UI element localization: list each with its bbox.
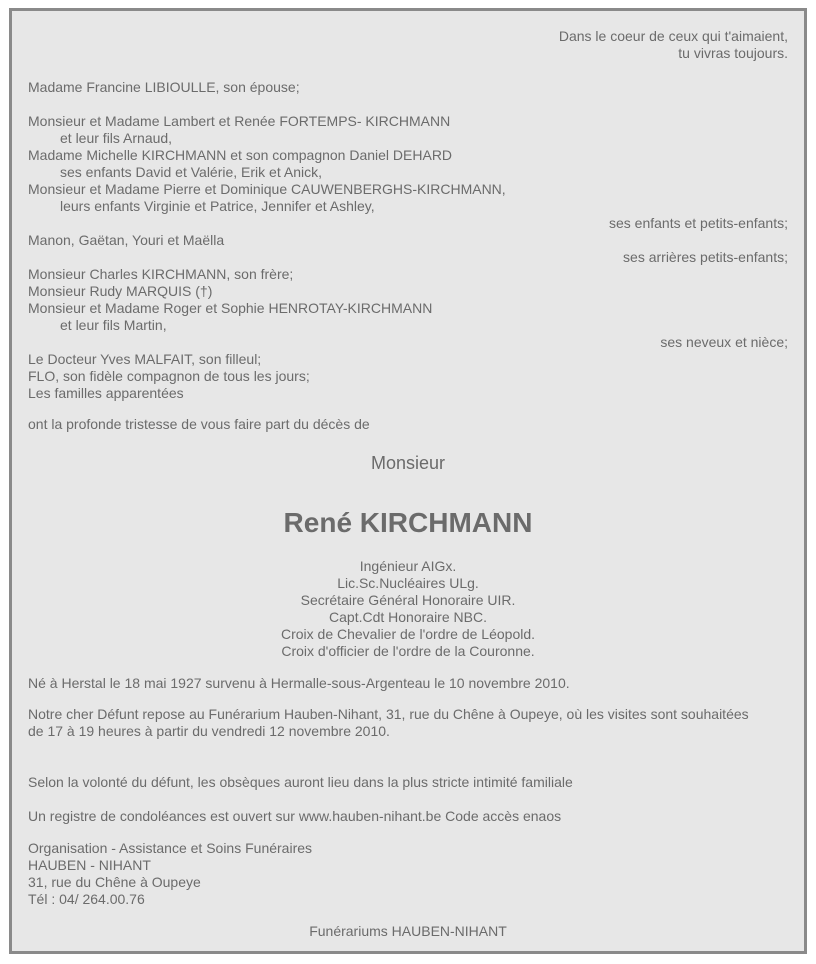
siblings-label: ses neveux et nièce;	[660, 334, 788, 350]
funeral-line: Selon la volonté du défunt, les obsèques auront lieu dans la plus stricte intimité familiale	[28, 774, 573, 790]
deceased-title: Capt.Cdt Honoraire NBC.	[329, 609, 487, 625]
condolences-line: Un registre de condoléances est ouvert sur www.hauben-nihant.be Code accès enaos	[28, 808, 562, 824]
obituary-card	[9, 8, 807, 954]
child-line: leurs enfants Virginie et Patrice, Jennifer et Ashley,	[60, 198, 375, 214]
visits-line-2: de 17 à 19 heures à partir du vendredi 12 novembre 2010.	[28, 723, 390, 739]
sibling-line: Monsieur Charles KIRCHMANN, son frère;	[28, 266, 294, 282]
organisation-line: HAUBEN - NIHANT	[28, 857, 151, 873]
footer-signature: Funérariums HAUBEN-NIHANT	[309, 923, 507, 939]
sibling-line: Monsieur Rudy MARQUIS (†)	[28, 283, 213, 299]
epigraph-line-2: tu vivras toujours.	[678, 45, 788, 61]
other-line: FLO, son fidèle compagnon de tous les jours;	[28, 368, 310, 384]
deceased-title: Croix de Chevalier de l'ordre de Léopold.	[280, 626, 536, 642]
other-line: Le Docteur Yves MALFAIT, son filleul;	[28, 351, 262, 367]
child-line: Madame Michelle KIRCHMANN et son compagnon Daniel DEHARD	[28, 147, 453, 163]
spouse-line: Madame Francine LIBIOULLE, son épouse;	[28, 79, 300, 95]
child-line: Monsieur et Madame Pierre et Dominique CAUWENBERGHS-KIRCHMANN,	[28, 181, 506, 197]
child-line: et leur fils Arnaud,	[60, 130, 173, 146]
deceased-title: Croix d'officier de l'ordre de la Couronne.	[281, 643, 535, 659]
great-grandchildren-label: ses arrières petits-enfants;	[623, 249, 788, 265]
visits-line-1: Notre cher Défunt repose au Funérarium Hauben-Nihant, 31, rue du Chêne à Oupeye, où les visites sont souhaitées	[28, 706, 749, 722]
epigraph-line-1: Dans le coeur de ceux qui t'aimaient,	[558, 28, 788, 44]
other-line: Les familles apparentées	[28, 385, 184, 401]
organisation-line: Organisation - Assistance et Soins Funéraires	[28, 840, 313, 856]
organisation-phone: Tél : 04/ 264.00.76	[28, 891, 145, 907]
child-line: ses enfants David et Valérie, Erik et Anick,	[60, 164, 322, 180]
birth-death-line: Né à Herstal le 18 mai 1927 survenu à Hermalle-sous-Argenteau le 10 novembre 2010.	[28, 675, 570, 691]
announcement-line: ont la profonde tristesse de vous faire part du décès de	[28, 416, 370, 432]
organisation-line: 31, rue du Chêne à Oupeye	[28, 874, 201, 890]
deceased-honorific: Monsieur	[370, 453, 446, 473]
children-label: ses enfants et petits-enfants;	[609, 215, 788, 231]
sibling-line: Monsieur et Madame Roger et Sophie HENROTAY-KIRCHMANN	[28, 300, 433, 316]
great-grandchildren-line: Manon, Gaëtan, Youri et Maëlla	[28, 232, 225, 248]
deceased-title: Ingénieur AIGx.	[359, 558, 457, 574]
deceased-title: Secrétaire Général Honoraire UIR.	[300, 592, 516, 608]
deceased-name: René KIRCHMANN	[283, 507, 533, 538]
child-line: Monsieur et Madame Lambert et Renée FORTEMPS- KIRCHMANN	[28, 113, 451, 129]
sibling-line: et leur fils Martin,	[60, 317, 167, 333]
deceased-title: Lic.Sc.Nucléaires ULg.	[337, 575, 479, 591]
